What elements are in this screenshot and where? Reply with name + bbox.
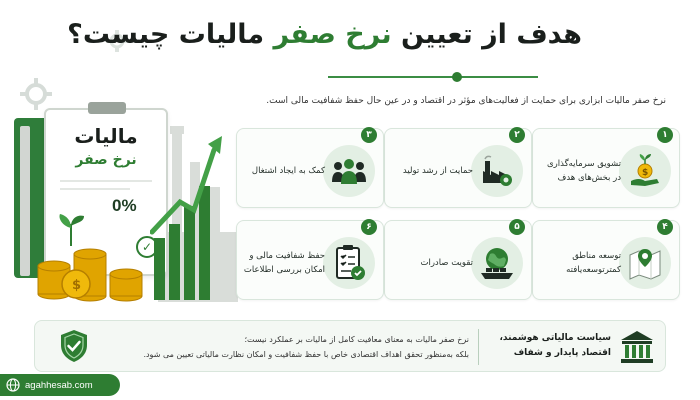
doc-title: مالیات (74, 124, 138, 148)
banner-divider (478, 329, 479, 365)
doc-line (60, 188, 130, 190)
title-part1: هدف از تعیین (401, 19, 582, 50)
title-highlight: نرخ صفر (273, 19, 392, 50)
bank-building-icon (619, 329, 655, 369)
card-number-badge: ۶ (361, 219, 377, 235)
banner-title-line2: اقتصاد پایدار و شفاف (513, 348, 611, 358)
map-pin-icon (619, 237, 671, 289)
binder-illustration (20, 126, 30, 276)
website-link[interactable] (0, 374, 120, 396)
banner-title-line1: سیاست مالیاتی هوشمند، (499, 333, 611, 343)
plant-sprout-icon (56, 212, 86, 246)
factory-gear-icon (471, 145, 523, 197)
goal-card-4 (532, 220, 680, 300)
goal-card-3 (236, 128, 384, 208)
card-text: تشویق سرمایه‌گذاری در بخش‌های هدف (546, 159, 621, 183)
banner-text-line1: نرخ صفر مالیات به معنای معافیت کامل از مالیات بر عملکرد نیست؛ (244, 335, 469, 344)
card-text: کمک به ایجاد اشتغال (251, 166, 325, 176)
page-title (67, 16, 582, 54)
website-url: agahhesab.com (25, 379, 93, 391)
svg-text:$: $ (72, 278, 82, 293)
goal-card-5 (384, 220, 532, 300)
doc-subtitle: نرخ صفر (75, 152, 137, 168)
percent-label: 0% (112, 196, 137, 215)
plant-coin-hand-icon (619, 145, 671, 197)
title-part2: مالیات چیست؟ (67, 19, 265, 50)
growth-chart-icon (150, 128, 230, 300)
clipboard-clip-icon (88, 102, 126, 114)
people-group-icon (323, 145, 375, 197)
globe-ship-icon (471, 237, 523, 289)
globe-icon (6, 378, 20, 392)
card-number-badge: ۲ (509, 127, 525, 143)
check-badge-icon: ✓ (136, 236, 158, 258)
banner-title (491, 331, 611, 361)
card-number-badge: ۳ (361, 127, 377, 143)
title-underline-dot (452, 72, 462, 82)
card-number-badge: ۱ (657, 127, 673, 143)
checklist-icon (323, 237, 375, 289)
card-text: حفظ شفافیت مالی و امکان بررسی اطلاعات (243, 251, 325, 275)
shield-check-icon (59, 329, 89, 367)
card-text: تقویت صادرات (420, 258, 473, 268)
card-text: حمایت از رشد تولید (402, 166, 473, 176)
coin-stacks-icon (32, 236, 150, 302)
goal-card-1 (532, 128, 680, 208)
card-text: توسعه مناطق کمترتوسعه‌یافته (566, 251, 621, 275)
card-number-badge: ۴ (657, 219, 673, 235)
doc-line (60, 180, 152, 182)
policy-banner (34, 320, 666, 372)
page-subtitle: نرخ صفر مالیات ابزاری برای حمایت از فعالیت‌های مؤثر در اقتصاد و در عین حال حفظ شفافیت مالی است. (266, 96, 666, 106)
goal-card-6 (236, 220, 384, 300)
svg-text:$: $ (642, 168, 649, 178)
card-number-badge: ۵ (509, 219, 525, 235)
title-underline (328, 76, 538, 78)
banner-text (109, 332, 469, 362)
banner-text-line2: بلکه به‌منظور تحقق اهداف اقتصادی خاص با حفظ شفافیت و امکان نظارت مالیاتی تعیین می شود. (143, 350, 469, 359)
goal-card-2 (384, 128, 532, 208)
